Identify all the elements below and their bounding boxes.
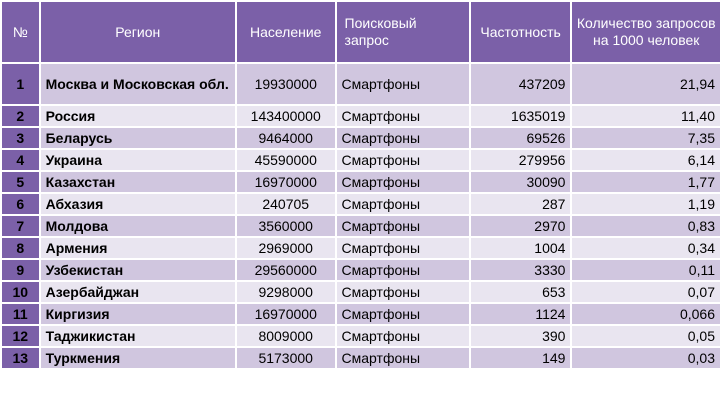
table-row	[2, 150, 720, 170]
frequency-cell: 2970	[471, 216, 571, 236]
per1000-cell: 7,35	[572, 128, 720, 148]
frequency-cell: 3330	[471, 260, 571, 280]
query-cell: Смартфоны	[337, 64, 469, 104]
population-cell: 16970000	[237, 172, 335, 192]
table-row	[2, 216, 720, 236]
per1000-cell: 6,14	[572, 150, 720, 170]
table-header-row	[2, 2, 720, 62]
region-cell: Молдова	[41, 216, 235, 236]
region-cell: Украина	[41, 150, 235, 170]
region-cell: Казахстан	[41, 172, 235, 192]
query-cell: Смартфоны	[337, 172, 469, 192]
query-cell: Смартфоны	[337, 304, 469, 324]
per1000-cell: 21,94	[572, 64, 720, 104]
population-cell: 5173000	[237, 348, 335, 368]
region-cell: Узбекистан	[41, 260, 235, 280]
table-row	[2, 304, 720, 324]
table-row	[2, 64, 720, 104]
query-cell: Смартфоны	[337, 238, 469, 258]
region-cell: Россия	[41, 106, 235, 126]
table-row	[2, 128, 720, 148]
col-header-num: №	[2, 2, 39, 62]
population-cell: 29560000	[237, 260, 335, 280]
row-number: 3	[2, 128, 39, 148]
region-cell: Туркмения	[41, 348, 235, 368]
region-cell: Беларусь	[41, 128, 235, 148]
per1000-cell: 0,83	[572, 216, 720, 236]
per1000-cell: 0,05	[572, 326, 720, 346]
row-number: 9	[2, 260, 39, 280]
frequency-cell: 287	[471, 194, 571, 214]
region-cell: Киргизия	[41, 304, 235, 324]
region-cell: Азербайджан	[41, 282, 235, 302]
query-cell: Смартфоны	[337, 194, 469, 214]
table-row	[2, 106, 720, 126]
col-header-frequency: Частотность	[471, 2, 571, 62]
table-row	[2, 348, 720, 368]
per1000-cell: 0,11	[572, 260, 720, 280]
frequency-cell: 30090	[471, 172, 571, 192]
region-cell: Москва и Московская обл.	[41, 64, 235, 104]
frequency-cell: 1635019	[471, 106, 571, 126]
per1000-cell: 1,19	[572, 194, 720, 214]
frequency-cell: 437209	[471, 64, 571, 104]
query-cell: Смартфоны	[337, 260, 469, 280]
frequency-cell: 149	[471, 348, 571, 368]
query-cell: Смартфоны	[337, 106, 469, 126]
frequency-cell: 1124	[471, 304, 571, 324]
table-row	[2, 326, 720, 346]
row-number: 4	[2, 150, 39, 170]
frequency-cell: 279956	[471, 150, 571, 170]
col-header-per1000: Количество запросов на 1000 человек	[572, 2, 720, 62]
population-cell: 8009000	[237, 326, 335, 346]
population-cell: 16970000	[237, 304, 335, 324]
row-number: 13	[2, 348, 39, 368]
query-cell: Смартфоны	[337, 128, 469, 148]
table-row	[2, 172, 720, 192]
region-cell: Армения	[41, 238, 235, 258]
population-cell: 2969000	[237, 238, 335, 258]
query-cell: Смартфоны	[337, 326, 469, 346]
row-number: 6	[2, 194, 39, 214]
frequency-cell: 69526	[471, 128, 571, 148]
row-number: 12	[2, 326, 39, 346]
query-cell: Смартфоны	[337, 216, 469, 236]
per1000-cell: 0,07	[572, 282, 720, 302]
population-cell: 9298000	[237, 282, 335, 302]
table-body	[2, 64, 720, 368]
population-cell: 3560000	[237, 216, 335, 236]
population-cell: 45590000	[237, 150, 335, 170]
row-number: 7	[2, 216, 39, 236]
per1000-cell: 0,03	[572, 348, 720, 368]
table-row	[2, 282, 720, 302]
table-row	[2, 194, 720, 214]
row-number: 2	[2, 106, 39, 126]
region-cell: Таджикистан	[41, 326, 235, 346]
per1000-cell: 0,066	[572, 304, 720, 324]
row-number: 11	[2, 304, 39, 324]
row-number: 10	[2, 282, 39, 302]
population-cell: 143400000	[237, 106, 335, 126]
population-cell: 240705	[237, 194, 335, 214]
frequency-cell: 390	[471, 326, 571, 346]
query-cell: Смартфоны	[337, 150, 469, 170]
per1000-cell: 0,34	[572, 238, 720, 258]
col-header-population: Население	[237, 2, 335, 62]
row-number: 1	[2, 64, 39, 104]
population-cell: 19930000	[237, 64, 335, 104]
table-row	[2, 238, 720, 258]
region-cell: Абхазия	[41, 194, 235, 214]
per1000-cell: 1,77	[572, 172, 720, 192]
frequency-cell: 1004	[471, 238, 571, 258]
row-number: 5	[2, 172, 39, 192]
frequency-cell: 653	[471, 282, 571, 302]
population-cell: 9464000	[237, 128, 335, 148]
row-number: 8	[2, 238, 39, 258]
col-header-region: Регион	[41, 2, 235, 62]
query-cell: Смартфоны	[337, 282, 469, 302]
query-cell: Смартфоны	[337, 348, 469, 368]
per1000-cell: 11,40	[572, 106, 720, 126]
table-row	[2, 260, 720, 280]
col-header-query: Поисковый запрос	[337, 2, 469, 62]
